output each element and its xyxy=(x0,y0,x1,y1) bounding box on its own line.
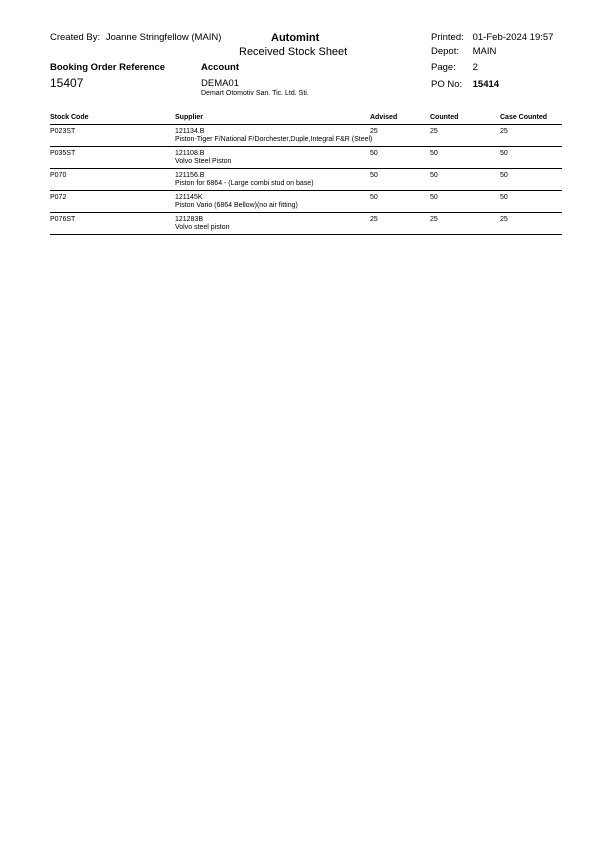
sheet-title: Received Stock Sheet xyxy=(239,46,348,58)
advised-qty: 50 xyxy=(370,150,378,157)
header-supplier: Supplier xyxy=(175,114,204,121)
table-row xyxy=(50,191,562,213)
company-name: Automint xyxy=(271,32,320,44)
depot-value: MAIN xyxy=(472,46,497,57)
created-by xyxy=(50,32,221,43)
counted-qty: 50 xyxy=(430,172,438,179)
po-field xyxy=(431,79,499,90)
case-counted-qty: 50 xyxy=(500,150,508,157)
advised-qty: 25 xyxy=(370,128,378,135)
created-by-value: Joanne Stringfellow (MAIN) xyxy=(105,32,222,43)
supplier-code: 121108.B xyxy=(175,150,205,157)
booking-ref-label: Booking Order Reference xyxy=(50,62,166,73)
counted-qty: 50 xyxy=(430,194,438,201)
table-row xyxy=(50,213,562,235)
counted-qty: 25 xyxy=(430,216,438,223)
supplier-code: 121283B xyxy=(175,216,204,223)
case-counted-qty: 25 xyxy=(500,216,508,223)
stock-code: P035ST xyxy=(50,150,76,157)
printed-field xyxy=(431,32,553,43)
table-header xyxy=(50,114,562,125)
stock-table xyxy=(50,114,562,235)
counted-qty: 50 xyxy=(430,150,438,157)
header-counted: Counted xyxy=(430,114,459,121)
stock-code: P076ST xyxy=(50,216,76,223)
page-value: 2 xyxy=(472,62,478,73)
table-row xyxy=(50,125,562,147)
printed-label: Printed: xyxy=(431,32,464,43)
supplier-code: 121156.B xyxy=(175,172,205,179)
account-label: Account xyxy=(201,62,239,73)
supplier-code: 121145K xyxy=(175,194,203,201)
page-label: Page: xyxy=(431,62,456,73)
stock-code: P023ST xyxy=(50,128,76,135)
item-description: Volvo steel piston xyxy=(175,224,230,231)
header-case-counted: Case Counted xyxy=(500,114,548,121)
case-counted-qty: 50 xyxy=(500,172,508,179)
po-label: PO No: xyxy=(431,79,463,90)
case-counted-qty: 50 xyxy=(500,194,508,201)
counted-qty: 25 xyxy=(430,128,438,135)
po-value: 15414 xyxy=(472,79,500,90)
header-advised: Advised xyxy=(370,114,398,121)
stock-code: P070 xyxy=(50,172,67,179)
depot-label: Depot: xyxy=(431,46,459,57)
item-description: Piston Vario (6864 Bellow)(no air fitting) xyxy=(175,202,298,209)
case-counted-qty: 25 xyxy=(500,128,508,135)
booking-ref-value: 15407 xyxy=(50,76,84,90)
printed-value: 01-Feb-2024 19:57 xyxy=(472,32,554,43)
item-description: Piston-Tiger F/National F/Dorchester,Duple,Integral F&R (Steel) xyxy=(175,136,373,143)
item-description: Piston for 6864 - (Large combi stud on base) xyxy=(175,180,314,187)
supplier-code: 121134.B xyxy=(175,128,205,135)
table-row xyxy=(50,147,562,169)
advised-qty: 50 xyxy=(370,172,378,179)
depot-field xyxy=(431,46,496,57)
advised-qty: 25 xyxy=(370,216,378,223)
item-description: Volvo Steel Piston xyxy=(175,158,232,165)
account-code: DEMA01 xyxy=(201,78,240,89)
advised-qty: 50 xyxy=(370,194,378,201)
stock-code: P072 xyxy=(50,194,67,201)
header-stock-code: Stock Code xyxy=(50,114,89,121)
page-field xyxy=(431,62,478,73)
table-row xyxy=(50,169,562,191)
account-name: Demart Otomotiv San. Tic. Ltd. Sti. xyxy=(201,90,309,97)
created-by-label: Created By: xyxy=(50,32,101,43)
